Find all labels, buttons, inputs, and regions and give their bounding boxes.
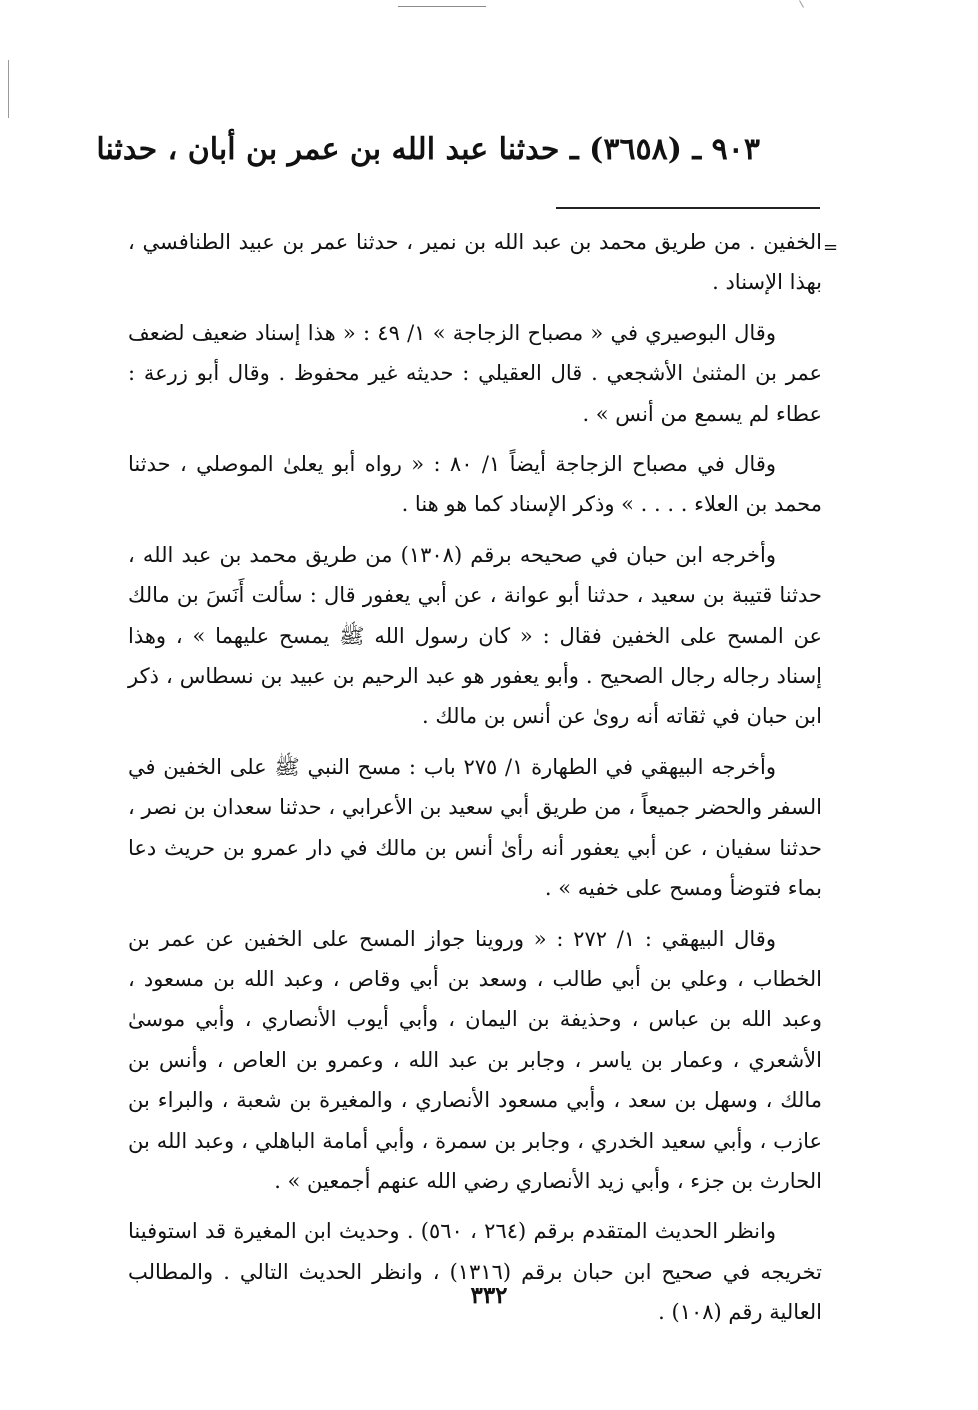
footnote-paragraph: وقال في مصباح الزجاجة أيضاً ١/ ٨٠ : « رواه أبو يعلىٰ الموصلي ، حدثنا محمد بن العلاء . . . . » وذكر الإسناد كما هو هنا . bbox=[128, 452, 822, 517]
continuation-mark: = bbox=[823, 237, 839, 258]
scan-artifact-edge bbox=[8, 60, 9, 118]
footnote-separator bbox=[556, 207, 820, 209]
footnote-paragraph: وأخرجه البيهقي في الطهارة ١/ ٢٧٥ باب : مسح النبي ﷺ على الخفين في السفر والحضر جميعاً ، من طريق أبي سعيد بن الأعرابي ، حدثنا سعدان بن نصر ، حدثنا سفيان ، عن أبي يعفور أنه رأىٰ أنس بن مالك في دار عمرو بن حريث دعا بماء فتوضأ ومسح على خفيه » . bbox=[128, 754, 822, 901]
footnote-paragraph: وأخرجه ابن حبان في صحيحه برقم (١٣٠٨) من طريق محمد بن عبد الله ، حدثنا قتيبة بن سعيد ، حدثنا أبو عوانة ، عن أبي يعفور قال : سألت أَنَسَ بن مالك عن المسح على الخفين فقال : « كان رسول الله ﷺ يمسح عليهما » ، وهذا إسناد رجاله رجال الصحيح . وأبو يعفور هو عبد الرحيم بن عبيد بن نسطاس ، ذكر ابن حبان في ثقاته أنه روىٰ عن أنس بن مالك . bbox=[128, 542, 822, 729]
scan-artifact-line bbox=[398, 6, 486, 7]
footnote-paragraph: الخفين . من طريق محمد بن عبد الله بن نمير ، حدثنا عمر بن عبيد الطنافسي ، بهذا الإسناد . bbox=[128, 230, 822, 295]
footnotes-section bbox=[128, 222, 822, 1343]
footnote-paragraph: وقال البيهقي : ١/ ٢٧٢ : « وروينا جواز المسح على الخفين عن عمر بن الخطاب ، وعلي بن أبي طالب ، وسعد بن أبي وقاص ، وعبد الله بن مسعود ، وعبد الله بن عباس ، وحذيفة بن اليمان ، وأبي أيوب الأنصاري ، وأبي موسىٰ الأشعري ، وعمار بن ياسر ، وجابر بن عبد الله ، وعمرو بن العاص ، وأنس بن مالك ، وسهل بن سعد ، وأبي مسعود الأنصاري ، والمغيرة بن شعبة ، والبراء بن عازب ، وأبي سعيد الخدري ، وجابر بن سمرة ، وأبي أمامة الباهلي ، وعبد الله بن الحارث بن جزء ، وأبي زيد الأنصاري رضي الله عنهم أجمعين » . bbox=[128, 926, 822, 1193]
scan-artifact-tick bbox=[799, 0, 804, 7]
hadith-heading: ٩٠٣ ـ (٣٦٥٨) ـ حدثنا عبد الله بن عمر بن أبان ، حدثنا bbox=[96, 132, 760, 167]
footnote-paragraph: وقال البوصيري في « مصباح الزجاجة » ١/ ٤٩ : « هذا إسناد ضعيف لضعف عمر بن المثنىٰ الأشجعي . قال العقيلي : حديثه غير محفوظ . وقال أبو زرعة : عطاء لم يسمع من أنس » . bbox=[128, 320, 822, 426]
page-number: ٣٣٢ bbox=[470, 1282, 508, 1309]
footnote-paragraph: وانظر الحديث المتقدم برقم (٢٦٤ ، ٥٦٠) . وحديث ابن المغيرة قد استوفينا تخريجه في صحيح ابن حبان برقم (١٣١٦) ، وانظر الحديث التالي . والمطالب العالية رقم (١٠٨) . bbox=[128, 1219, 823, 1325]
